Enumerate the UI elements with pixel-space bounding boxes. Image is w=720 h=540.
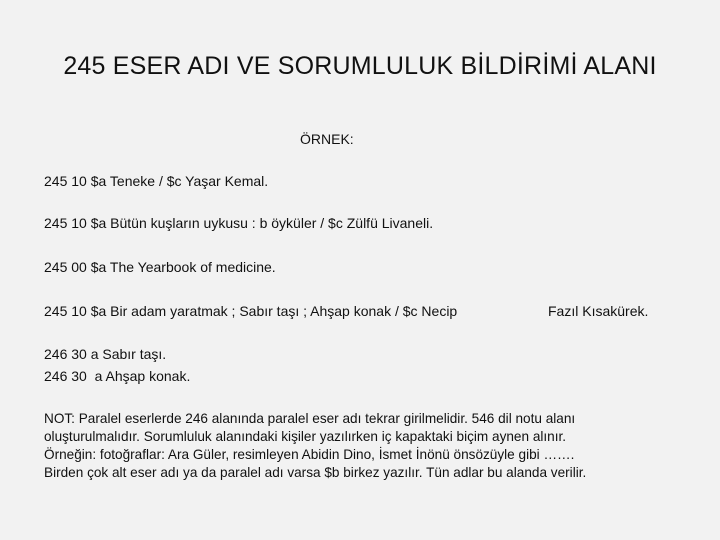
- slide-title: 245 ESER ADI VE SORUMLULUK BİLDİRİMİ ALANI: [63, 52, 657, 80]
- example-line-4: 245 10 $a Bir adam yaratmak ; Sabır taşı ; Ahşap konak / $c Necip: [44, 303, 458, 319]
- note-line-4: Birden çok alt eser adı ya da paralel adı varsa $b birkez yazılır. Tün adlar bu alanda verilir.: [44, 465, 587, 480]
- example-line-4-continuation: Fazıl Kısakürek.: [548, 303, 649, 319]
- note-paragraph: [44, 410, 704, 482]
- example-line-3: 245 00 $a The Yearbook of medicine.: [44, 259, 276, 275]
- note-line-2: oluşturulmalıdır. Sorumluluk alanındaki kişiler yazılırken iç kapaktaki biçim aynen alınır.: [44, 429, 567, 444]
- note-line-3: Örneğin: fotoğraflar: Ara Güler, resimleyen Abidin Dino, İsmet İnönü önsözüyle gibi …….: [44, 447, 575, 462]
- example-line-1: 245 10 $a Teneke / $c Yaşar Kemal.: [44, 173, 269, 189]
- example-label: ÖRNEK:: [300, 131, 354, 147]
- example-line-6: 246 30 a Ahşap konak.: [44, 368, 191, 384]
- note-line-1: NOT: Paralel eserlerde 246 alanında paralel eser adı tekrar girilmelidir. 546 dil notu alanı: [44, 411, 576, 426]
- example-line-2: 245 10 $a Bütün kuşların uykusu : b öyküler / $c Zülfü Livaneli.: [44, 215, 434, 231]
- example-line-5: 246 30 a Sabır taşı.: [44, 346, 167, 362]
